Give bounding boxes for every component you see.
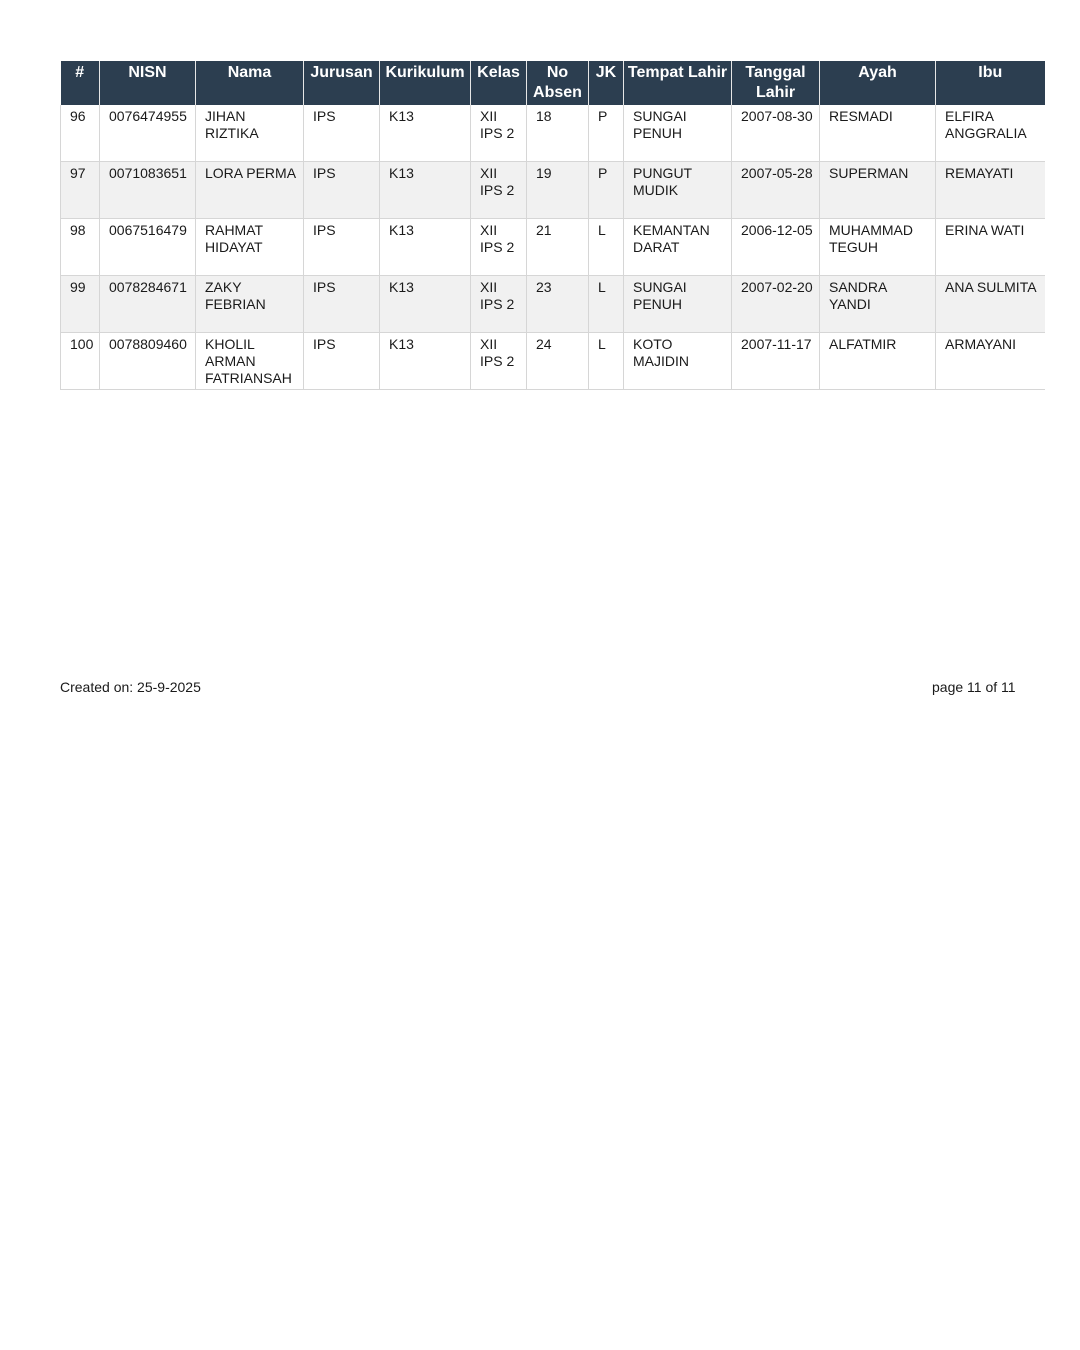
cell-jk: P (589, 105, 624, 162)
cell-number: 97 (61, 162, 100, 219)
cell-jk: L (589, 276, 624, 333)
cell-tempat-lahir: KEMANTAN DARAT (624, 219, 732, 276)
cell-kelas: XII IPS 2 (471, 276, 527, 333)
cell-ibu: ANA SULMITA (936, 276, 1045, 333)
cell-jurusan: IPS (304, 219, 380, 276)
cell-jk: L (589, 333, 624, 390)
cell-tempat-lahir: KOTO MAJIDIN (624, 333, 732, 390)
page-number: page 11 of 11 (932, 679, 1016, 695)
cell-tempat-lahir: SUNGAI PENUH (624, 105, 732, 162)
cell-jurusan: IPS (304, 333, 380, 390)
cell-jk: P (589, 162, 624, 219)
header-kelas: Kelas (471, 61, 527, 105)
header-number: # (61, 61, 100, 105)
table-row (61, 219, 1045, 276)
header-jurusan: Jurusan (304, 61, 380, 105)
cell-tanggal-lahir: 2007-08-30 (732, 105, 820, 162)
cell-kurikulum: K13 (380, 162, 471, 219)
table-header-row (61, 61, 1045, 105)
cell-no-absen: 21 (527, 219, 589, 276)
cell-ayah: MUHAMMAD TEGUH (820, 219, 936, 276)
cell-ibu: ERINA WATI (936, 219, 1045, 276)
cell-nisn: 0076474955 (100, 105, 196, 162)
cell-number: 99 (61, 276, 100, 333)
cell-ibu: ELFIRA ANGGRALIA (936, 105, 1045, 162)
student-table (60, 61, 1045, 390)
cell-ayah: SANDRA YANDI (820, 276, 936, 333)
cell-ibu: ARMAYANI (936, 333, 1045, 390)
cell-nama: RAHMAT HIDAYAT (196, 219, 304, 276)
header-jk: JK (589, 61, 624, 105)
header-nama: Nama (196, 61, 304, 105)
cell-jurusan: IPS (304, 276, 380, 333)
header-no-absen: No Absen (527, 61, 589, 105)
cell-nisn: 0071083651 (100, 162, 196, 219)
cell-jurusan: IPS (304, 105, 380, 162)
cell-number: 98 (61, 219, 100, 276)
cell-kelas: XII IPS 2 (471, 219, 527, 276)
table-row (61, 333, 1045, 390)
cell-tanggal-lahir: 2006-12-05 (732, 219, 820, 276)
cell-tempat-lahir: PUNGUT MUDIK (624, 162, 732, 219)
cell-number: 100 (61, 333, 100, 390)
student-table-container (60, 61, 1044, 390)
cell-no-absen: 24 (527, 333, 589, 390)
cell-number: 96 (61, 105, 100, 162)
cell-nama: JIHAN RIZTIKA (196, 105, 304, 162)
cell-no-absen: 19 (527, 162, 589, 219)
table-row (61, 162, 1045, 219)
cell-no-absen: 18 (527, 105, 589, 162)
cell-nama: LORA PERMA (196, 162, 304, 219)
cell-tanggal-lahir: 2007-02-20 (732, 276, 820, 333)
table-row (61, 105, 1045, 162)
cell-no-absen: 23 (527, 276, 589, 333)
cell-jurusan: IPS (304, 162, 380, 219)
cell-kurikulum: K13 (380, 105, 471, 162)
cell-kelas: XII IPS 2 (471, 105, 527, 162)
cell-kelas: XII IPS 2 (471, 333, 527, 390)
header-nisn: NISN (100, 61, 196, 105)
cell-nisn: 0067516479 (100, 219, 196, 276)
cell-nisn: 0078284671 (100, 276, 196, 333)
cell-nama: KHOLIL ARMAN FATRIANSAH (196, 333, 304, 390)
cell-kelas: XII IPS 2 (471, 162, 527, 219)
header-tanggal-lahir: Tanggal Lahir (732, 61, 820, 105)
header-ayah: Ayah (820, 61, 936, 105)
cell-tempat-lahir: SUNGAI PENUH (624, 276, 732, 333)
header-kurikulum: Kurikulum (380, 61, 471, 105)
header-ibu: Ibu (936, 61, 1045, 105)
cell-tanggal-lahir: 2007-11-17 (732, 333, 820, 390)
cell-tanggal-lahir: 2007-05-28 (732, 162, 820, 219)
cell-kurikulum: K13 (380, 333, 471, 390)
cell-ibu: REMAYATI (936, 162, 1045, 219)
cell-nama: ZAKY FEBRIAN (196, 276, 304, 333)
cell-ayah: RESMADI (820, 105, 936, 162)
cell-jk: L (589, 219, 624, 276)
cell-ayah: SUPERMAN (820, 162, 936, 219)
cell-ayah: ALFATMIR (820, 333, 936, 390)
cell-kurikulum: K13 (380, 276, 471, 333)
cell-kurikulum: K13 (380, 219, 471, 276)
cell-nisn: 0078809460 (100, 333, 196, 390)
table-row (61, 276, 1045, 333)
created-date: Created on: 25-9-2025 (60, 679, 201, 695)
header-tempat-lahir: Tempat Lahir (624, 61, 732, 105)
